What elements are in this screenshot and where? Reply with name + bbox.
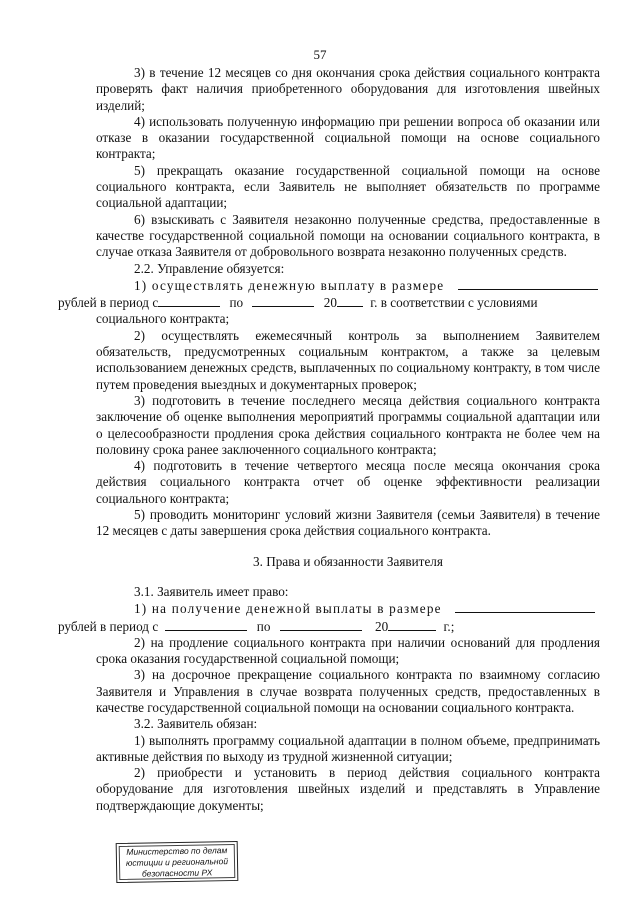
paragraph: 3) на досрочное прекращение социального контракта по взаимному согласию Заявителя и Управления в случае возврата полученных средств, предоставленных в качестве государственной социальной помощи на основании социального контракта. <box>96 667 600 715</box>
paragraph: 2) осуществлять ежемесячный контроль за выполнением Заявителем обязательств, предусмотренных социальным контрактом, а также за целевым использованием денежных средств, выплаченных по социальному контракту, в том числе путем проведения выездных и документарных проверок; <box>96 327 600 392</box>
paragraph: 6) взыскивать с Заявителя незаконно полученные средства, предоставленные в качестве государственной социальной помощи на основании социального контракта, в случае отказа Заявителя от добровольного возврата незаконно полученных средств. <box>96 211 600 260</box>
document-body <box>58 65 600 814</box>
date-from-blank <box>158 294 220 307</box>
paragraph: 3) в течение 12 месяцев со дня окончания срока действия социального контракта проверять факт наличия приобретенного оборудования для изготовления швейных изделий; <box>96 65 600 113</box>
payment-right-clause: 1) на получение денежной выплаты в размере рублей в период с по 20 г.; <box>96 600 600 635</box>
paragraph: 5) прекращать оказание государственной социальной помощи на основе социального контракта, если Заявитель не выполняет обязательств по программе социальной адаптации; <box>96 162 600 211</box>
amount-blank <box>458 277 598 290</box>
paragraph: 2) на продление социального контракта при наличии оснований для продления срока оказания государственной социальной помощи; <box>96 634 600 667</box>
stamp-line: безопасности РХ <box>141 866 213 879</box>
stamp-line: Министерство по делам <box>126 844 228 857</box>
paragraph: 4) подготовить в течение четвертого месяца после месяца окончания срока действия социального контракта отчет об оценке эффективности реализации социального контракта; <box>96 458 600 506</box>
section-subheading: 2.2. Управление обязуется: <box>134 260 285 276</box>
year-blank <box>337 294 363 307</box>
paragraph: 5) проводить мониторинг условий жизни Заявителя (семьи Заявителя) в течение 12 месяцев с даты завершения срока действия социального контракта. <box>96 507 600 539</box>
date-to-blank <box>280 618 362 631</box>
paragraph: 1) выполнять программу социальной адаптации в полном объеме, предпринимать активные действия по выходу из трудной жизненной ситуации; <box>96 732 600 764</box>
ministry-stamp <box>116 841 239 883</box>
paragraph: 3) подготовить в течение последнего месяца действия социального контракта заключение об оценке выполнения мероприятий программы социальной адаптации или о целесообразности продления срока действия социального контракта не более чем на половину срока ранее заключенного социального контракта; <box>96 392 600 457</box>
year-blank <box>388 618 436 631</box>
section-heading: 3. Права и обязанности Заявителя <box>253 553 443 569</box>
page-number: 57 <box>313 47 327 62</box>
section-subheading: 3.1. Заявитель имеет право: <box>134 583 289 599</box>
payment-clause: 1) осуществлять денежную выплату в размере рублей в период с по 20 г. в соответствии с условиями социального контракта; <box>96 277 600 328</box>
paragraph: 2) приобрести и установить в период действия социального контракта оборудование для изготовления швейных изделий и представлять в Управление подтверждающие документы; <box>96 765 600 813</box>
date-from-blank <box>165 618 247 631</box>
section-subheading: 3.2. Заявитель обязан: <box>134 716 258 732</box>
date-to-blank <box>252 294 314 307</box>
amount-blank <box>455 600 595 613</box>
paragraph: 4) использовать полученную информацию при решении вопроса об оказании или отказе в оказании государственной социальной помощи на основе социального контракта; <box>96 113 600 162</box>
stamp-line: юстиции и региональной <box>125 855 229 868</box>
